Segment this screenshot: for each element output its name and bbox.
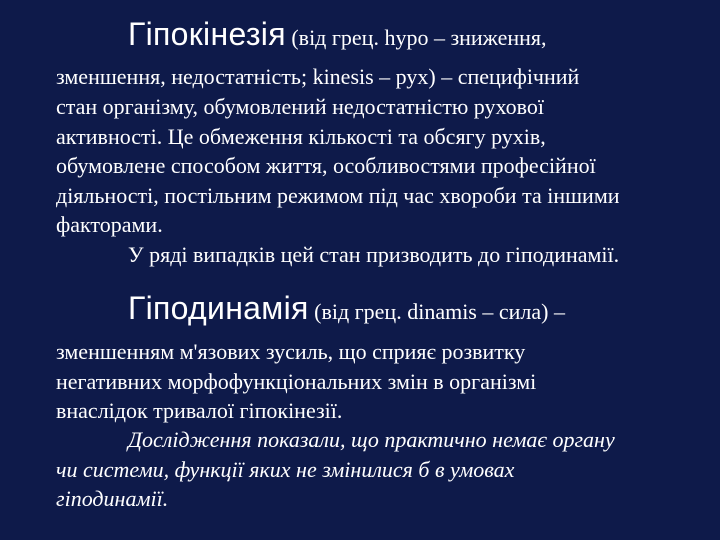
hypokinesia-note: У ряді випадків цей стан призводить до гіподинамії. (128, 242, 620, 267)
hypokinesia-term: Гіпокінезія (128, 16, 286, 52)
hypodynamia-heading-line (128, 290, 565, 327)
hypodynamia-etymology: (від грец. dinamis – сила) – (308, 299, 565, 324)
hypodynamia-term: Гіподинамія (128, 290, 309, 326)
hypokinesia-heading-line (128, 16, 547, 53)
hypokinesia-definition-line: діяльності, постільним режимом під час хвороби та іншими (56, 183, 620, 208)
research-paragraph-line: гіподинамії. (56, 486, 169, 511)
hypodynamia-definition-line: негативних морфофункціональних змін в організмі (56, 369, 537, 394)
hypodynamia-definition-line: внаслідок тривалої гіпокінезії. (56, 398, 343, 423)
hypodynamia-definition-line: зменшенням м'язових зусиль, що сприяє розвитку (56, 339, 526, 364)
hypokinesia-etymology: (від грец. hypo – зниження, (285, 25, 547, 50)
hypokinesia-definition-line: стан організму, обумовлений недостатністю рухової (56, 94, 544, 119)
hypokinesia-definition-line: обумовлене способом життя, особливостями професійної (56, 153, 596, 178)
hypokinesia-definition-line: зменшення, недостатність; kinesis – рух) – специфічний (56, 64, 580, 89)
research-paragraph-first-line: Дослідження показали, що практично немає органу (128, 427, 615, 452)
hypokinesia-definition-line: активності. Це обмеження кількості та обсягу рухів, (56, 124, 546, 149)
research-paragraph-line: чи системи, функції яких не змінилися б в умовах (56, 457, 515, 482)
hypokinesia-definition-line: факторами. (56, 212, 163, 237)
